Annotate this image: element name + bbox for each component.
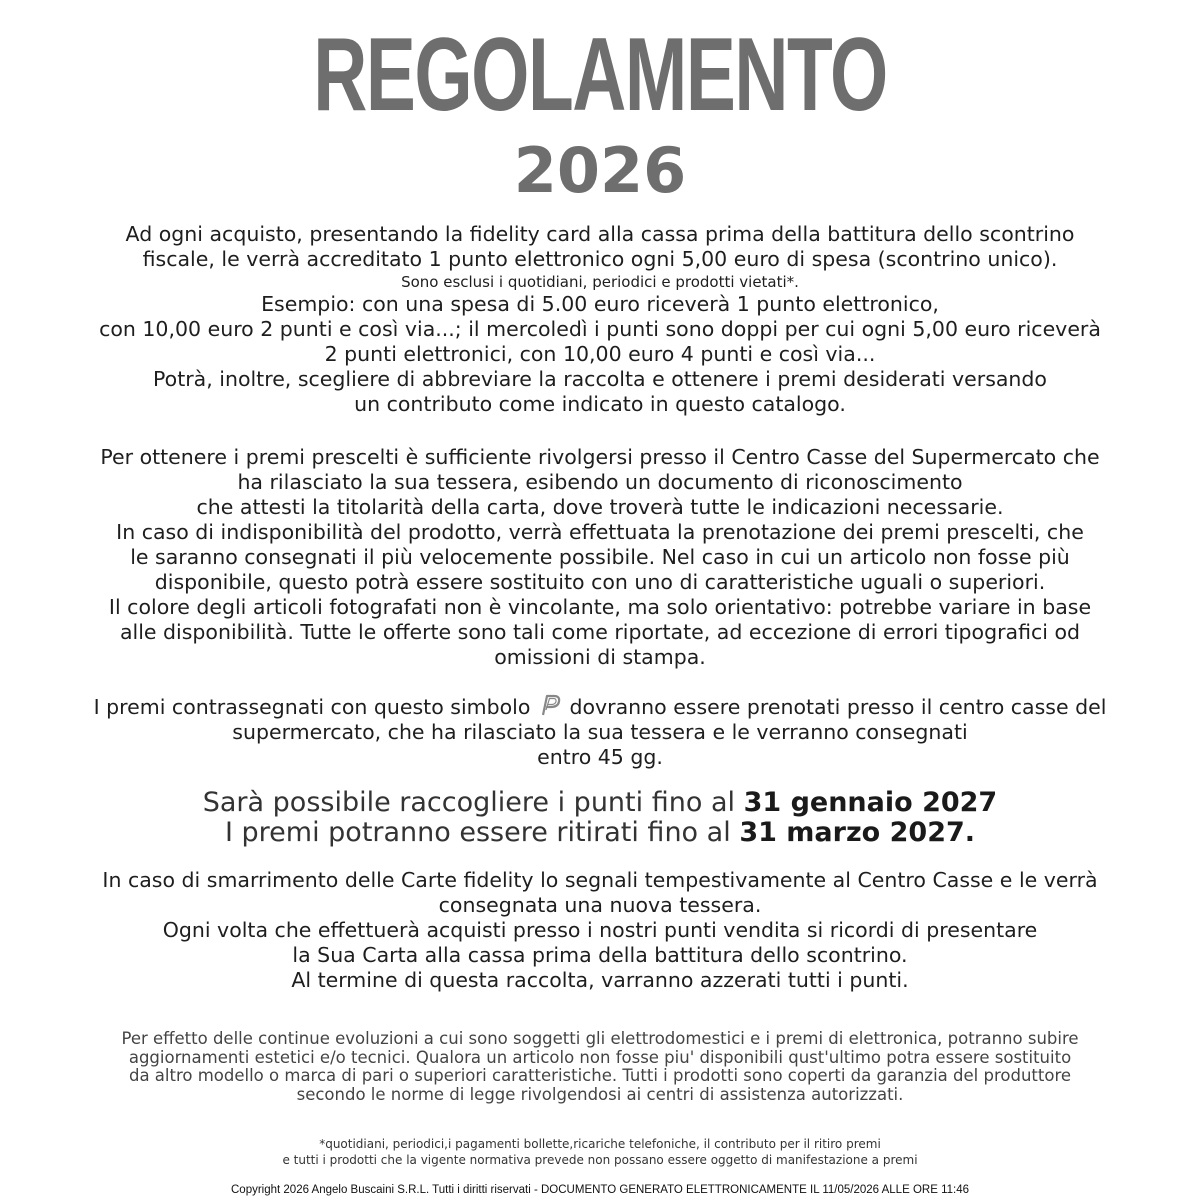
footnote [20,1136,1180,1168]
footnote-line: *quotidiani, periodici,i pagamenti bollette,ricariche telefoniche, il contributo per il ritiro premi [319,1137,881,1151]
prizes-deadline [20,818,1180,848]
paragraph-line: omissioni di stampa. [494,645,706,669]
reservation-text-before: I premi contrassegnati con questo simbolo [93,695,531,719]
card-loss-section [20,868,1180,993]
paragraph-line: In caso di smarrimento delle Carte fidelity lo segnali tempestivamente al Centro Casse e le verrà [102,868,1098,892]
disclaimer-line: secondo le norme di legge rivolgendosi ai centri di assistenza autorizzati. [296,1084,904,1104]
paragraph-line: disponibile, questo potrà essere sostituito con uno di caratteristiche uguali o superiori. [154,570,1046,594]
paragraph-line: 2 punti elettronici, con 10,00 euro 4 punti e così via... [324,342,876,366]
page-title: REGOLAMENTO [313,17,887,133]
prizes-deadline-text: I premi potranno essere ritirati fino al [224,817,731,848]
paragraph-line: Per ottenere i premi prescelti è sufficiente rivolgersi presso il Centro Casse del Supermercato che [100,445,1100,469]
paragraph-line: ha rilasciato la sua tessera, esibendo un documento di riconoscimento [237,470,963,494]
page-year: 2026 [513,134,687,207]
paragraph-line: la Sua Carta alla cassa prima della battitura dello scontrino. [292,943,908,967]
paragraph-line: Potrà, inoltre, scegliere di abbreviare la raccolta e ottenere i premi desiderati versando [153,367,1047,391]
footnote-line: e tutti i prodotti che la vigente normativa prevede non possano essere oggetto di manifestazione a premi [282,1153,918,1167]
copyright-notice: Copyright 2026 Angelo Buscaini S.R.L. Tutti i diritti riservati - DOCUMENTO GENERATO ELETTRONICAMENTE IL 11/05/2026 ALLE ORE 11:46 [231,1184,969,1196]
reservation-text-after: dovranno essere prenotati presso il centro casse del [569,695,1107,719]
paragraph-line: supermercato, che ha rilasciato la sua tessera e le verranno consegnati [232,720,968,744]
prizes-deadline-date: 31 marzo 2027. [739,817,976,848]
paragraph-line: le saranno consegnati il più velocemente possibile. Nel caso in cui un articolo non fosse più [130,545,1070,569]
prize-redemption-section [20,445,1180,670]
paragraph-line: Ad ogni acquisto, presentando la fidelity card alla cassa prima della battitura dello scontrino [125,222,1075,246]
reservation-section [20,692,1180,770]
points-deadline-date: 31 gennaio 2027 [743,787,998,818]
disclaimer-line: da altro modello o marca di pari o superiori caratteristiche. Tutti i prodotti sono coperti da garanzia del produttore [128,1066,1072,1085]
excluded-products-note: Sono esclusi i quotidiani, periodici e prodotti vietati*. [401,273,799,291]
prenotazione-p-icon [537,692,563,718]
paragraph-line: In caso di indisponibilità del prodotto, verrà effettuata la prenotazione dei premi prescelti, che [116,520,1084,544]
points-rules-section [20,222,1180,417]
paragraph-line: entro 45 gg. [537,745,663,769]
paragraph-line: Il colore degli articoli fotografati non è vincolante, ma solo orientativo: potrebbe variare in base [108,595,1092,619]
paragraph-line: consegnata una nuova tessera. [438,893,762,917]
paragraph-line [20,692,1180,720]
deadlines-section [20,788,1180,848]
warranty-disclaimer [20,1030,1180,1104]
disclaimer-line: aggiornamenti estetici e/o tecnici. Qualora un articolo non fosse piu' disponibili qust'ultimo potra essere sostituito [128,1047,1072,1067]
points-deadline-text: Sarà possibile raccogliere i punti fino al [202,787,735,818]
points-deadline [20,788,1180,818]
disclaimer-line: Per effetto delle continue evoluzioni a cui sono soggetti gli elettrodomestici e i premi di elettronica, potranno subire [121,1029,1079,1048]
paragraph-line: Esempio: con una spesa di 5.00 euro riceverà 1 punto elettronico, [261,292,939,316]
paragraph-line: con 10,00 euro 2 punti e così via...; il mercoledì i punti sono doppi per cui ogni 5,00 euro riceverà [99,317,1101,341]
paragraph-line: fiscale, le verrà accreditato 1 punto elettronico ogni 5,00 euro di spesa (scontrino unico). [142,247,1058,271]
paragraph-line: Ogni volta che effettuerà acquisti presso i nostri punti vendita si ricordi di presentare [162,918,1038,942]
paragraph-line: alle disponibilità. Tutte le offerte sono tali come riportate, ad eccezione di errori tipografici od [119,620,1081,644]
paragraph-line: un contributo come indicato in questo catalogo. [354,392,846,416]
paragraph-line: Al termine di questa raccolta, varranno azzerati tutti i punti. [291,968,909,992]
paragraph-line: che attesti la titolarità della carta, dove troverà tutte le indicazioni necessarie. [196,495,1004,519]
